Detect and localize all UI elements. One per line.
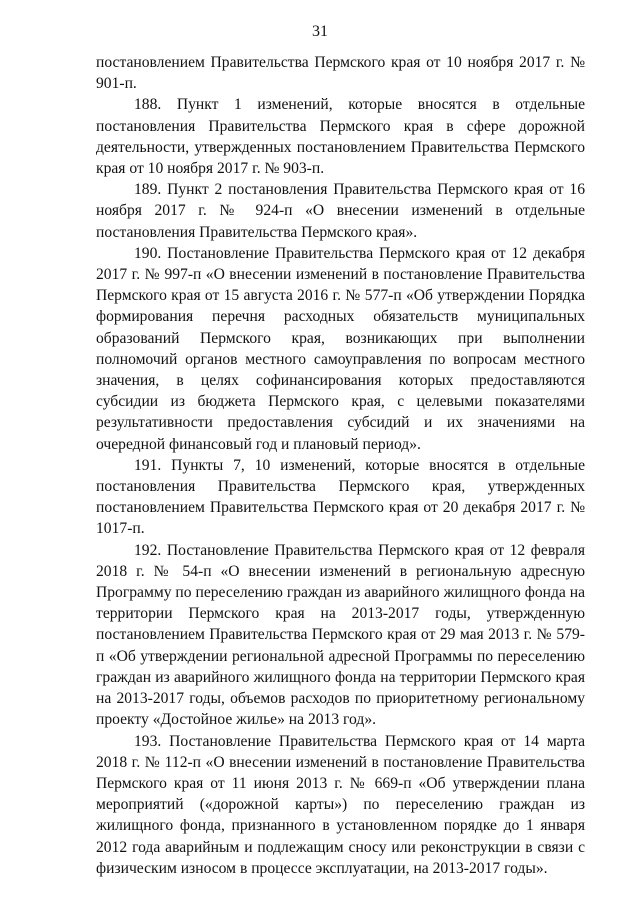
body-text [96, 52, 585, 879]
paragraph-item-190: 190. Постановление Правительства Пермского края от 12 декабря 2017 г. № 997-п «О внесении изменений в постановление Правительства Пермского края от 15 августа 2016 г. № 577-п «Об утверждении Порядка формирования перечня расходных обязательств муниципальных образований Пермского края, возникающих при выполнении полномочий органов местного самоуправления по вопросам местного значения, в целях софинансирования которых предоставляются субсидии из бюджета Пермского края, с целевыми показателями результативности предоставления субсидий и их значениями на очередной финансовый год и плановый период». [96, 244, 585, 453]
paragraph-item-192: 192. Постановление Правительства Пермского края от 12 февраля 2018 г. № 54-п «О внесении изменений в региональную адресную Программу по переселению граждан из аварийного жилищного фонда на территории Пермского края на 2013-2017 годы, утвержденную постановлением Правительства Пермского края от 29 мая 2013 г. № 579-п «Об утверждении региональной адресной Программы по переселению граждан из аварийного жилищного фонда на территории Пермского края на 2013-2017 годы, объемов расходов по приоритетному региональному проекту «Достойное жилье» на 2013 год». [96, 541, 585, 729]
paragraph-item-188: 188. Пункт 1 изменений, которые вносятся в отдельные постановления Правительства Пермского края в сфере дорожной деятельности, утвержденных постановлением Правительства Пермского края от 10 ноября 2017 г. № 903-п. [96, 96, 585, 178]
page-number: 31 [312, 23, 328, 40]
paragraph-item-193: 193. Постановление Правительства Пермского края от 14 марта 2018 г. № 112-п «О внесении изменений в постановление Правительства Пермского края от 11 июня 2013 г. № 669-п «Об утверждении плана мероприятий («дорожной карты») по переселению граждан из жилищного фонда, признанного в установленном порядке до 1 января 2012 года аварийным и подлежащим сносу или реконструкции в связи с физическим износом в процессе эксплуатации, на 2013-2017 годы». [96, 732, 585, 877]
paragraph-continuation: постановлением Правительства Пермского края от 10 ноября 2017 г. № 901-п. [96, 54, 585, 93]
paragraph-item-189: 189. Пункт 2 постановления Правительства Пермского края от 16 ноября 2017 г. № 924-п «О внесении изменений в отдельные постановления Правительства Пермского края». [96, 181, 585, 241]
paragraph-item-191: 191. Пункты 7, 10 изменений, которые вносятся в отдельные постановления Правительства Пермского края, утвержденных постановлением Правительства Пермского края от 20 декабря 2017 г. № 1017-п. [96, 456, 585, 538]
